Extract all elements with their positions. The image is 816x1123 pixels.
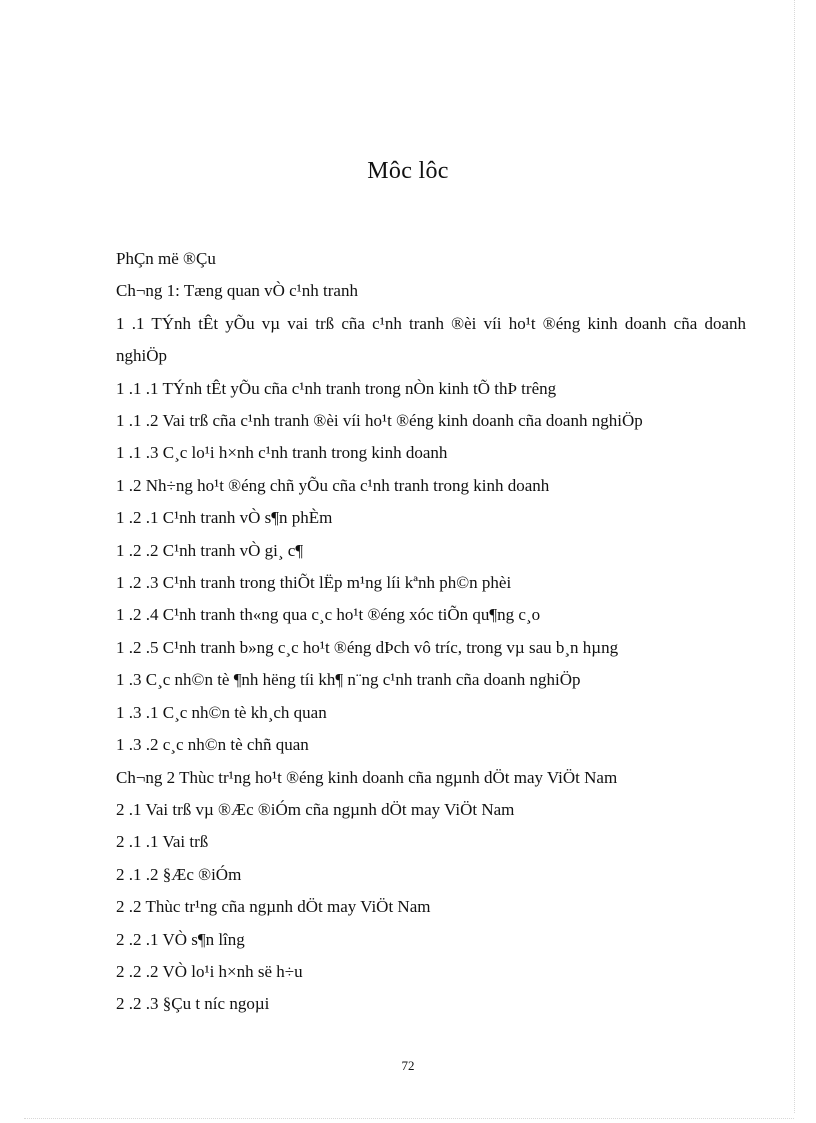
toc-entry: 1 .3 C¸c nh©n tè ¶nh hëng tíi kh¶ n¨ng c¹nh tranh cña doanh nghiÖp (116, 670, 581, 690)
page-number: 72 (401, 1058, 415, 1073)
toc-entry: 1 .2 .3 C¹nh tranh trong thiÕt lËp m¹ng líi kªnh ph©n phèi (116, 573, 512, 593)
toc-entry: 1 .2 .2 C¹nh tranh vÒ gi¸ c¶ (116, 540, 304, 560)
toc-entry: 1 .1 .1 TÝnh tÊt yÕu cña c¹nh tranh trong nÒn kinh tÕ thÞ trêng (116, 378, 557, 398)
toc-entry: 2 .1 Vai trß vµ ®Æc ®iÓm cña ngµnh dÖt may ViÖt Nam (116, 799, 515, 819)
toc-entry: 1 .3 .2 c¸c nh©n tè chñ quan (116, 735, 309, 755)
toc-entry: 2 .2 .2 VÒ lo¹i h×nh së h÷u (116, 961, 303, 981)
toc-entry: 1 .2 .5 C¹nh tranh b»ng c¸c ho¹t ®éng dÞch vô tríc, trong vµ sau b¸n hµng (116, 637, 619, 657)
toc-entry: 2 .1 .2 §Æc ®iÓm (116, 864, 242, 884)
toc-entry: 2 .1 .1 Vai trß (116, 832, 209, 852)
toc-entry: 1 .1 .2 Vai trß cña c¹nh tranh ®èi víi ho¹t ®éng kinh doanh cña doanh nghiÖp (116, 411, 643, 431)
toc-entry: 2 .2 .1 VÒ s¶n lîng (116, 929, 245, 949)
page-border-bottom (24, 1118, 794, 1119)
toc-entry: PhÇn më ®Çu (116, 249, 216, 268)
table-of-contents (116, 243, 746, 1021)
page-title: Môc lôc (367, 158, 449, 184)
toc-entry: Ch¬ng 2 Thùc tr¹ng ho¹t ®éng kinh doanh cña ngµnh dÖt may ViÖt Nam (116, 767, 618, 787)
toc-entry: 2 .2 Thùc tr¹ng cña ngµnh dÖt may ViÖt Nam (116, 897, 431, 917)
toc-entry: 1 .1 TÝnh tÊt yÕu vµ vai trß cña c¹nh tranh ®èi víi ho¹t ®éng kinh doanh cña doanh nghiÖp (116, 313, 746, 366)
toc-entry: 1 .2 Nh÷ng ho¹t ®éng chñ yÕu cña c¹nh tranh trong kinh doanh (116, 475, 550, 495)
page-border-right (794, 0, 795, 1113)
toc-entry: Ch¬ng 1: Tæng quan vÒ c¹nh tranh (116, 281, 358, 301)
toc-entry: 1 .2 .1 C¹nh tranh vÒ s¶n phÈm (116, 508, 333, 528)
toc-entry: 1 .2 .4 C¹nh tranh th«ng qua c¸c ho¹t ®éng xóc tiÕn qu¶ng c¸o (116, 605, 541, 625)
toc-entry: 2 .2 .3 §Çu t níc ngoµi (116, 994, 270, 1014)
toc-entry: 1 .3 .1 C¸c nh©n tè kh¸ch quan (116, 702, 327, 722)
toc-entry: 1 .1 .3 C¸c lo¹i h×nh c¹nh tranh trong kinh doanh (116, 443, 448, 463)
